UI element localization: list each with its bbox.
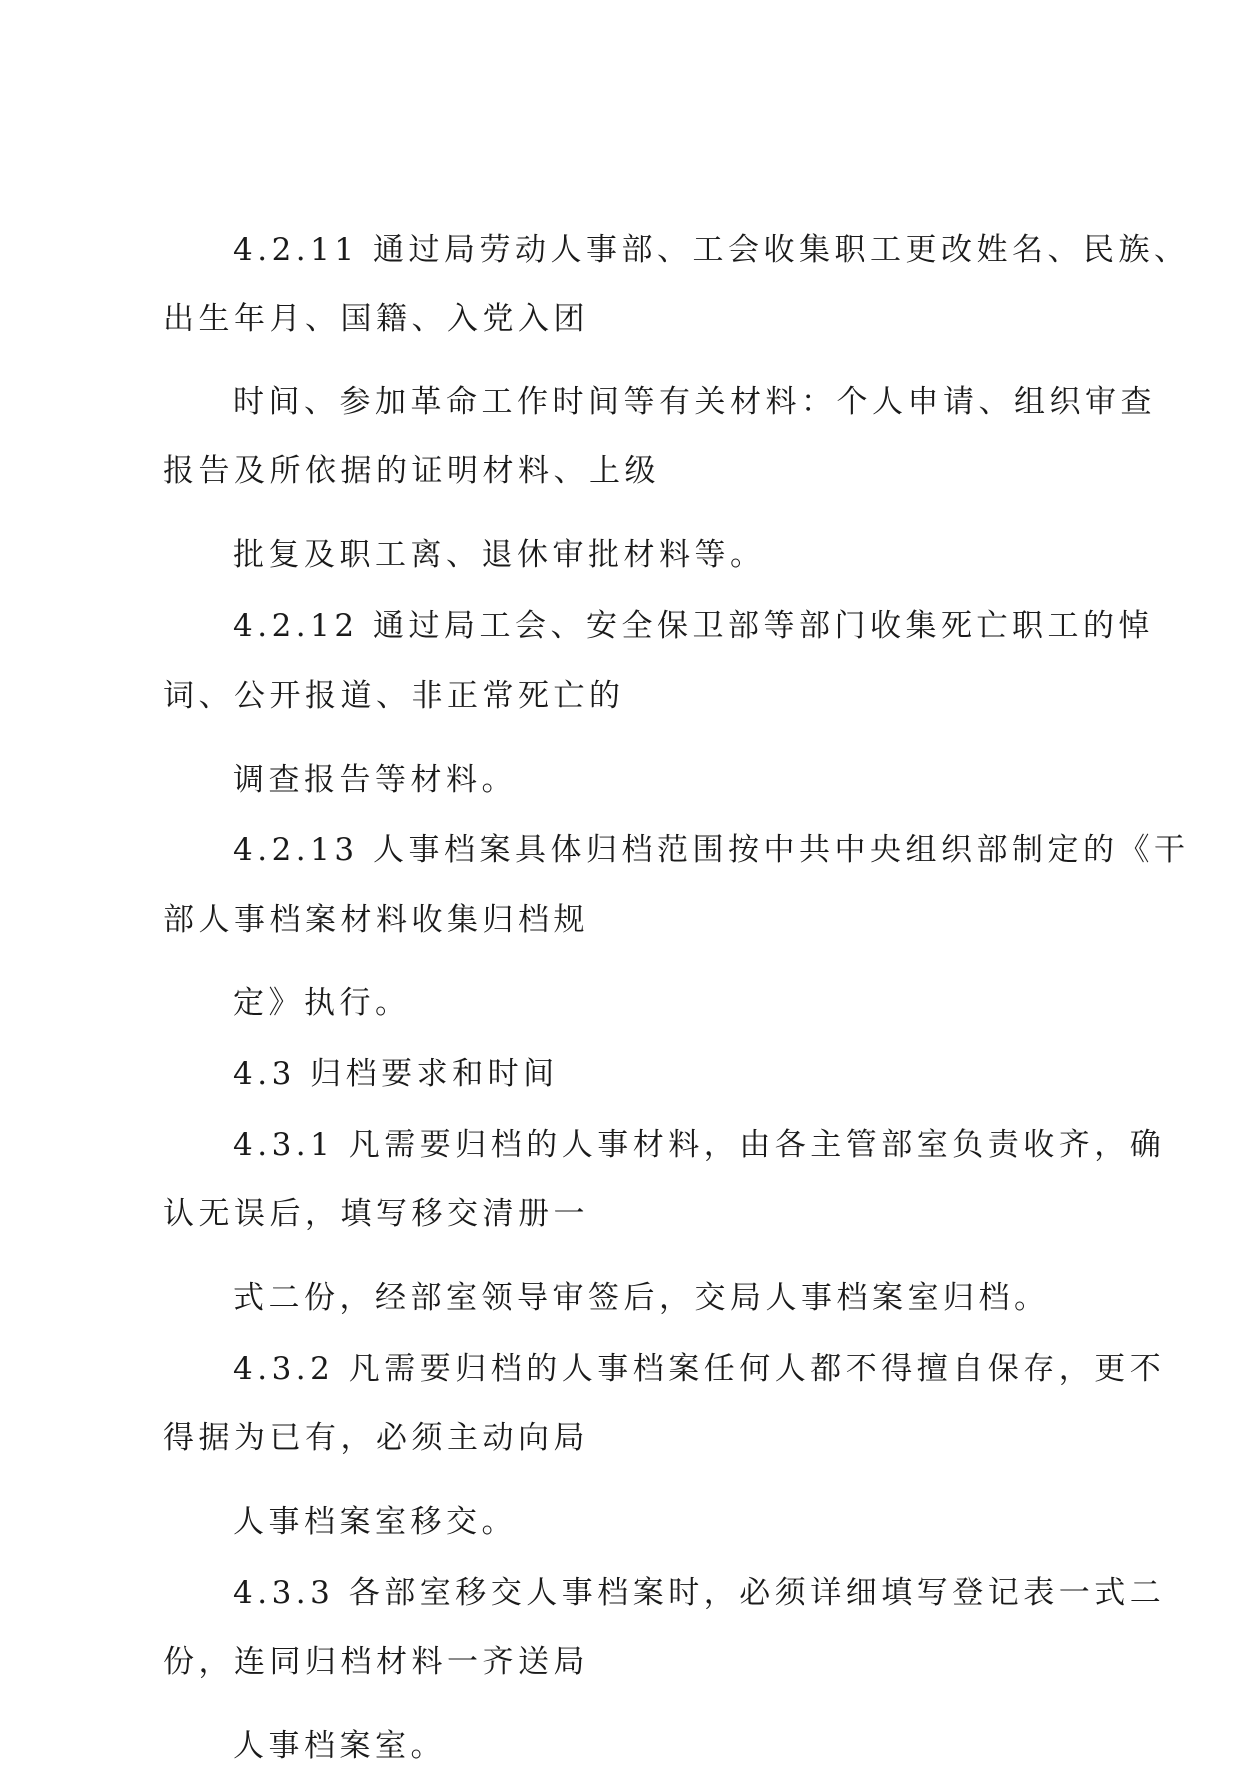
text-line: 得据为已有，必须主动向局 — [163, 1420, 589, 1456]
text-line: 部人事档案材料收集归档规 — [163, 902, 589, 938]
text-line: 4.3.3 各部室移交人事档案时，必须详细填写登记表一式二 — [233, 1575, 1166, 1611]
text-line: 认无误后，填写移交清册一 — [163, 1196, 589, 1232]
text-line: 人事档案室。 — [233, 1728, 446, 1764]
text-line: 报告及所依据的证明材料、上级 — [163, 453, 660, 489]
text-line: 人事档案室移交。 — [233, 1504, 517, 1540]
text-line: 4.2.12 通过局工会、安全保卫部等部门收集死亡职工的悼 — [233, 608, 1154, 644]
text-line: 4.3.1 凡需要归档的人事材料，由各主管部室负责收齐，确 — [233, 1127, 1166, 1163]
text-line: 批复及职工离、退休审批材料等。 — [233, 537, 766, 573]
text-line: 份，连同归档材料一齐送局 — [163, 1644, 589, 1680]
text-line: 调查报告等材料。 — [233, 762, 517, 798]
text-line: 时间、参加革命工作时间等有关材料：个人申请、组织审查 — [233, 384, 1156, 420]
text-line: 4.2.13 人事档案具体归档范围按中共中央组织部制定的《干 — [233, 832, 1190, 868]
text-line: 式二份，经部室领导审签后，交局人事档案室归档。 — [233, 1280, 1050, 1316]
text-line: 4.2.11 通过局劳动人事部、工会收集职工更改姓名、民族、 — [233, 232, 1190, 268]
text-line: 词、公开报道、非正常死亡的 — [163, 678, 625, 714]
text-line: 4.3.2 凡需要归档的人事档案任何人都不得擅自保存，更不 — [233, 1351, 1166, 1387]
text-line: 定》执行。 — [233, 985, 411, 1021]
text-line: 出生年月、国籍、入党入团 — [163, 301, 589, 337]
section-heading: 4.3 归档要求和时间 — [233, 1056, 559, 1092]
